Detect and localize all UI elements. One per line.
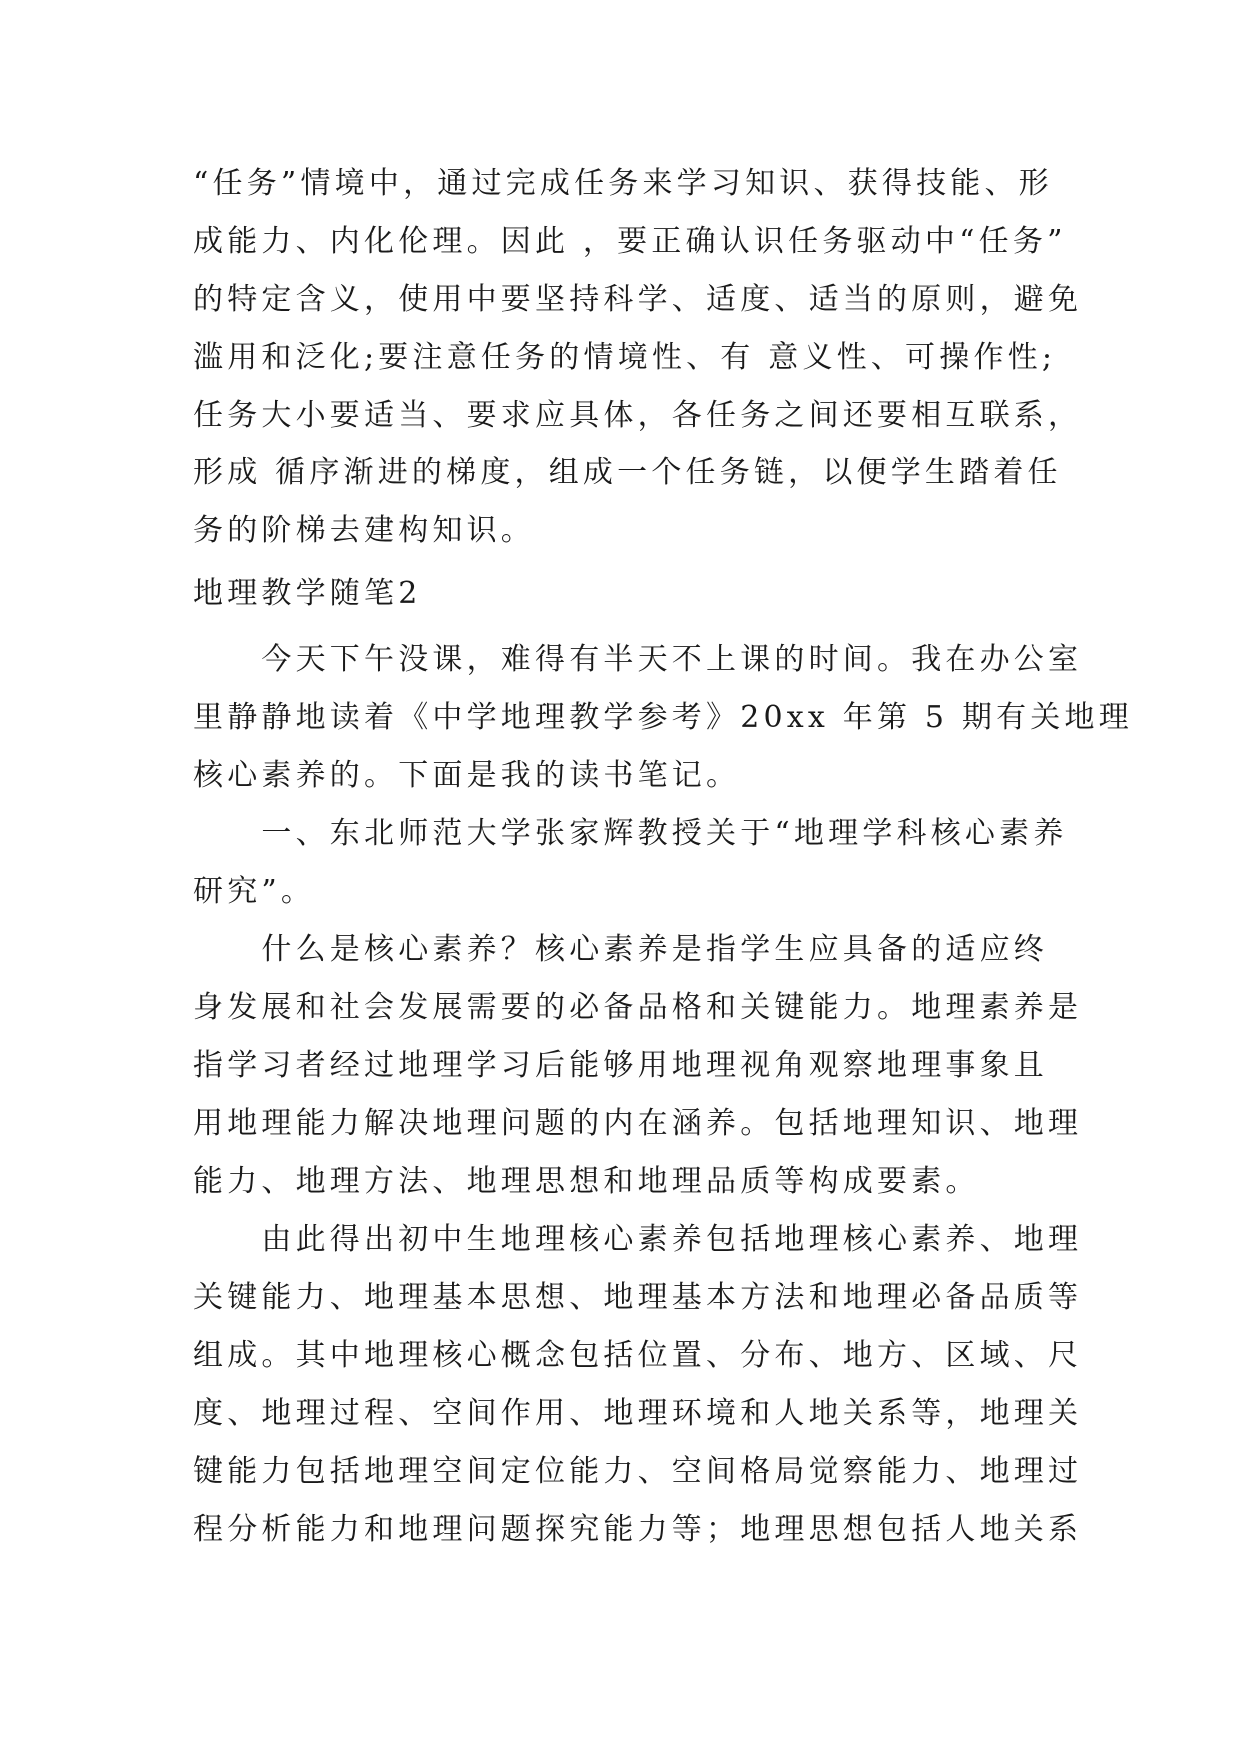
text-line: 成能力、内化伦理。因此 ，要正确认识任务驱动中“任务” [193, 224, 1067, 259]
text-line: 键能力包括地理空间定位能力、空间格局觉察能力、地理过 [193, 1454, 1083, 1489]
text-line: 关键能力、地理基本思想、地理基本方法和地理必备品质等 [193, 1280, 1083, 1315]
text-line: 一、东北师范大学张家辉教授关于“地理学科核心素养 [193, 816, 1068, 851]
text-line: 能力、地理方法、地理思想和地理品质等构成要素。 [193, 1164, 980, 1199]
section-heading: 地理教学随笔2 [193, 576, 422, 611]
text-line: 形成 循序渐进的梯度，组成一个任务链，以便学生踏着任 [193, 455, 1062, 490]
text-line: 核心素养的。下面是我的读书笔记。 [193, 758, 741, 793]
text-line: 程分析能力和地理问题探究能力等；地理思想包括人地关系 [193, 1512, 1083, 1547]
text-line: 由此得出初中生地理核心素养包括地理核心素养、地理 [193, 1222, 1083, 1257]
text-line: “任务”情境中，通过完成任务来学习知识、获得技能、形 [193, 166, 1053, 201]
text-line: 研究”。 [193, 874, 316, 909]
text-line: 度、地理过程、空间作用、地理环境和人地关系等，地理关 [193, 1396, 1083, 1431]
text-line: 今天下午没课，难得有半天不上课的时间。我在办公室 [193, 642, 1083, 677]
text-line: 务的阶梯去建构知识。 [193, 513, 535, 548]
text-line: 的特定含义，使用中要坚持科学、适度、适当的原则，避免 [193, 282, 1083, 317]
text-line: 用地理能力解决地理问题的内在涵养。包括地理知识、地理 [193, 1106, 1083, 1141]
text-line: 里静静地读着《中学地理教学参考》20xx 年第 5 期有关地理 [193, 700, 1133, 735]
text-line: 滥用和泛化;要注意任务的情境性、有 意义性、可操作性; [193, 340, 1057, 375]
text-line: 组成。其中地理核心概念包括位置、分布、地方、区域、尺 [193, 1338, 1083, 1373]
text-line: 指学习者经过地理学习后能够用地理视角观察地理事象且 [193, 1048, 1048, 1083]
text-line: 身发展和社会发展需要的必备品格和关键能力。地理素养是 [193, 990, 1083, 1025]
text-line: 什么是核心素养？核心素养是指学生应具备的适应终 [193, 932, 1048, 967]
text-line: 任务大小要适当、要求应具体，各任务之间还要相互联系， [193, 398, 1083, 433]
